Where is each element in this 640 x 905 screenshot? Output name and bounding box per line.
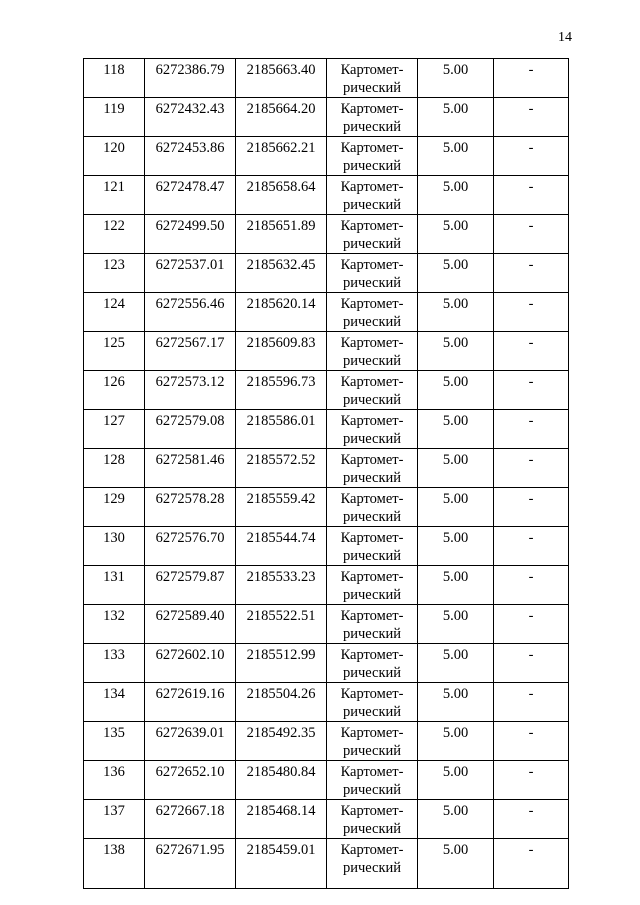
table-row bbox=[84, 449, 569, 488]
note-cell-text: - bbox=[528, 842, 534, 858]
method-text-line2: рический bbox=[342, 118, 402, 135]
note-cell bbox=[494, 98, 569, 137]
note-cell bbox=[494, 410, 569, 449]
x-coordinate-cell bbox=[145, 800, 236, 839]
method-text-line1: Картомет- bbox=[340, 218, 404, 234]
table-row bbox=[84, 332, 569, 371]
y-coordinate-cell bbox=[236, 410, 327, 449]
accuracy-cell bbox=[418, 59, 494, 98]
accuracy-cell-text: 5.00 bbox=[442, 374, 469, 390]
method-cell bbox=[327, 449, 418, 488]
x-coordinate-cell-text: 6272579.87 bbox=[155, 569, 225, 585]
point-number-cell bbox=[84, 371, 145, 410]
accuracy-cell bbox=[418, 605, 494, 644]
point-number-cell-text: 130 bbox=[103, 530, 125, 546]
table-row bbox=[84, 293, 569, 332]
point-number-cell bbox=[84, 722, 145, 761]
y-coordinate-cell bbox=[236, 371, 327, 410]
y-coordinate-cell-text: 2185662.21 bbox=[246, 140, 316, 156]
note-cell bbox=[494, 488, 569, 527]
accuracy-cell-text: 5.00 bbox=[442, 296, 469, 312]
x-coordinate-cell bbox=[145, 644, 236, 683]
coordinates-table bbox=[83, 58, 569, 889]
point-number-cell-text: 133 bbox=[103, 647, 125, 663]
accuracy-cell-text: 5.00 bbox=[442, 725, 469, 741]
x-coordinate-cell bbox=[145, 566, 236, 605]
x-coordinate-cell-text: 6272671.95 bbox=[155, 842, 225, 858]
accuracy-cell bbox=[418, 371, 494, 410]
method-cell bbox=[327, 215, 418, 254]
y-coordinate-cell bbox=[236, 98, 327, 137]
x-coordinate-cell bbox=[145, 761, 236, 800]
accuracy-cell-text: 5.00 bbox=[442, 842, 469, 858]
method-text-line2: рический bbox=[342, 196, 402, 213]
y-coordinate-cell-text: 2185663.40 bbox=[246, 62, 316, 78]
x-coordinate-cell-text: 6272619.16 bbox=[155, 686, 225, 702]
method-text-line2: рический bbox=[342, 157, 402, 174]
x-coordinate-cell bbox=[145, 605, 236, 644]
x-coordinate-cell bbox=[145, 137, 236, 176]
method-text-line1: Картомет- bbox=[340, 530, 404, 546]
point-number-cell-text: 134 bbox=[103, 686, 125, 702]
y-coordinate-cell bbox=[236, 488, 327, 527]
table-row bbox=[84, 410, 569, 449]
y-coordinate-cell-text: 2185609.83 bbox=[246, 335, 316, 351]
note-cell-text: - bbox=[528, 803, 534, 819]
point-number-cell bbox=[84, 644, 145, 683]
table-row bbox=[84, 683, 569, 722]
accuracy-cell-text: 5.00 bbox=[442, 686, 469, 702]
x-coordinate-cell bbox=[145, 293, 236, 332]
x-coordinate-cell-text: 6272602.10 bbox=[155, 647, 225, 663]
table-row bbox=[84, 98, 569, 137]
method-text-line2: рический bbox=[342, 391, 402, 408]
note-cell bbox=[494, 332, 569, 371]
method-text-line2: рический bbox=[342, 781, 402, 798]
accuracy-cell bbox=[418, 683, 494, 722]
y-coordinate-cell-text: 2185651.89 bbox=[246, 218, 316, 234]
y-coordinate-cell bbox=[236, 176, 327, 215]
point-number-cell bbox=[84, 449, 145, 488]
accuracy-cell bbox=[418, 332, 494, 371]
method-text-line2: рический bbox=[342, 625, 402, 642]
point-number-cell bbox=[84, 254, 145, 293]
note-cell bbox=[494, 215, 569, 254]
method-text-line1: Картомет- bbox=[340, 140, 404, 156]
point-number-cell-text: 118 bbox=[103, 62, 125, 78]
x-coordinate-cell bbox=[145, 254, 236, 293]
y-coordinate-cell bbox=[236, 449, 327, 488]
accuracy-cell-text: 5.00 bbox=[442, 647, 469, 663]
accuracy-cell-text: 5.00 bbox=[442, 608, 469, 624]
method-text-line1: Картомет- bbox=[340, 764, 404, 780]
y-coordinate-cell bbox=[236, 761, 327, 800]
method-text-line2: рический bbox=[342, 820, 402, 837]
y-coordinate-cell-text: 2185572.52 bbox=[246, 452, 316, 468]
note-cell-text: - bbox=[528, 374, 534, 390]
method-text-line2: рический bbox=[342, 235, 402, 252]
x-coordinate-cell bbox=[145, 449, 236, 488]
point-number-cell-text: 125 bbox=[103, 335, 125, 351]
note-cell-text: - bbox=[528, 569, 534, 585]
method-text-line1: Картомет- bbox=[340, 374, 404, 390]
accuracy-cell-text: 5.00 bbox=[442, 101, 469, 117]
table-row bbox=[84, 137, 569, 176]
y-coordinate-cell-text: 2185492.35 bbox=[246, 725, 316, 741]
note-cell bbox=[494, 839, 569, 889]
method-text-line1: Картомет- bbox=[340, 296, 404, 312]
method-text-line1: Картомет- bbox=[340, 569, 404, 585]
note-cell-text: - bbox=[528, 62, 534, 78]
point-number-cell bbox=[84, 293, 145, 332]
y-coordinate-cell bbox=[236, 332, 327, 371]
note-cell bbox=[494, 800, 569, 839]
accuracy-cell bbox=[418, 215, 494, 254]
method-text-line2: рический bbox=[342, 703, 402, 720]
method-text-line1: Картомет- bbox=[340, 725, 404, 741]
table-row bbox=[84, 566, 569, 605]
accuracy-cell bbox=[418, 644, 494, 683]
method-cell bbox=[327, 254, 418, 293]
note-cell-text: - bbox=[528, 413, 534, 429]
method-text-line1: Картомет- bbox=[340, 686, 404, 702]
x-coordinate-cell-text: 6272579.08 bbox=[155, 413, 225, 429]
point-number-cell bbox=[84, 527, 145, 566]
accuracy-cell-text: 5.00 bbox=[442, 413, 469, 429]
point-number-cell-text: 138 bbox=[103, 842, 125, 858]
accuracy-cell-text: 5.00 bbox=[442, 491, 469, 507]
point-number-cell-text: 137 bbox=[103, 803, 125, 819]
note-cell bbox=[494, 566, 569, 605]
method-cell bbox=[327, 488, 418, 527]
accuracy-cell-text: 5.00 bbox=[442, 764, 469, 780]
method-text-line2: рический bbox=[342, 664, 402, 681]
y-coordinate-cell-text: 2185559.42 bbox=[246, 491, 316, 507]
accuracy-cell-text: 5.00 bbox=[442, 803, 469, 819]
accuracy-cell bbox=[418, 98, 494, 137]
point-number-cell bbox=[84, 98, 145, 137]
method-text-line2: рический bbox=[342, 547, 402, 564]
point-number-cell bbox=[84, 332, 145, 371]
y-coordinate-cell bbox=[236, 527, 327, 566]
note-cell-text: - bbox=[528, 218, 534, 234]
method-text-line2: рический bbox=[342, 586, 402, 603]
accuracy-cell-text: 5.00 bbox=[442, 179, 469, 195]
point-number-cell-text: 124 bbox=[103, 296, 125, 312]
method-text-line1: Картомет- bbox=[340, 842, 404, 858]
x-coordinate-cell-text: 6272556.46 bbox=[155, 296, 225, 312]
method-text-line2: рический bbox=[342, 469, 402, 486]
method-cell bbox=[327, 605, 418, 644]
point-number-cell-text: 129 bbox=[103, 491, 125, 507]
note-cell bbox=[494, 761, 569, 800]
table-row bbox=[84, 605, 569, 644]
table-row bbox=[84, 254, 569, 293]
note-cell-text: - bbox=[528, 725, 534, 741]
accuracy-cell-text: 5.00 bbox=[442, 257, 469, 273]
point-number-cell bbox=[84, 410, 145, 449]
method-cell bbox=[327, 332, 418, 371]
method-text-line1: Картомет- bbox=[340, 452, 404, 468]
x-coordinate-cell bbox=[145, 332, 236, 371]
y-coordinate-cell-text: 2185544.74 bbox=[246, 530, 316, 546]
accuracy-cell-text: 5.00 bbox=[442, 62, 469, 78]
x-coordinate-cell bbox=[145, 410, 236, 449]
method-text-line1: Картомет- bbox=[340, 335, 404, 351]
y-coordinate-cell-text: 2185596.73 bbox=[246, 374, 316, 390]
note-cell-text: - bbox=[528, 491, 534, 507]
note-cell bbox=[494, 722, 569, 761]
y-coordinate-cell-text: 2185586.01 bbox=[246, 413, 316, 429]
point-number-cell-text: 121 bbox=[103, 179, 125, 195]
table-row bbox=[84, 488, 569, 527]
accuracy-cell bbox=[418, 449, 494, 488]
x-coordinate-cell bbox=[145, 176, 236, 215]
method-text-line1: Картомет- bbox=[340, 803, 404, 819]
x-coordinate-cell-text: 6272478.47 bbox=[155, 179, 225, 195]
note-cell-text: - bbox=[528, 335, 534, 351]
accuracy-cell-text: 5.00 bbox=[442, 140, 469, 156]
method-cell bbox=[327, 371, 418, 410]
table-row bbox=[84, 371, 569, 410]
method-cell bbox=[327, 644, 418, 683]
method-cell bbox=[327, 410, 418, 449]
accuracy-cell bbox=[418, 293, 494, 332]
method-text-line2: рический bbox=[342, 79, 402, 96]
method-text-line2: рический bbox=[342, 430, 402, 447]
x-coordinate-cell-text: 6272573.12 bbox=[155, 374, 225, 390]
accuracy-cell bbox=[418, 761, 494, 800]
accuracy-cell bbox=[418, 410, 494, 449]
page-number: 14 bbox=[558, 30, 572, 45]
method-text-line1: Картомет- bbox=[340, 413, 404, 429]
table-row bbox=[84, 839, 569, 889]
method-text-line1: Картомет- bbox=[340, 257, 404, 273]
note-cell-text: - bbox=[528, 101, 534, 117]
note-cell-text: - bbox=[528, 296, 534, 312]
note-cell-text: - bbox=[528, 764, 534, 780]
method-cell bbox=[327, 176, 418, 215]
method-text-line1: Картомет- bbox=[340, 491, 404, 507]
x-coordinate-cell bbox=[145, 722, 236, 761]
note-cell-text: - bbox=[528, 608, 534, 624]
point-number-cell bbox=[84, 215, 145, 254]
point-number-cell-text: 123 bbox=[103, 257, 125, 273]
point-number-cell-text: 120 bbox=[103, 140, 125, 156]
x-coordinate-cell-text: 6272386.79 bbox=[155, 62, 225, 78]
accuracy-cell bbox=[418, 722, 494, 761]
method-text-line2: рический bbox=[342, 508, 402, 525]
note-cell bbox=[494, 176, 569, 215]
table-row bbox=[84, 761, 569, 800]
accuracy-cell-text: 5.00 bbox=[442, 218, 469, 234]
note-cell bbox=[494, 59, 569, 98]
accuracy-cell bbox=[418, 137, 494, 176]
x-coordinate-cell-text: 6272537.01 bbox=[155, 257, 225, 273]
point-number-cell-text: 135 bbox=[103, 725, 125, 741]
note-cell bbox=[494, 527, 569, 566]
y-coordinate-cell-text: 2185504.26 bbox=[246, 686, 316, 702]
y-coordinate-cell bbox=[236, 137, 327, 176]
point-number-cell-text: 136 bbox=[103, 764, 125, 780]
method-text-line1: Картомет- bbox=[340, 101, 404, 117]
method-cell bbox=[327, 137, 418, 176]
accuracy-cell-text: 5.00 bbox=[442, 530, 469, 546]
method-cell bbox=[327, 59, 418, 98]
y-coordinate-cell-text: 2185620.14 bbox=[246, 296, 316, 312]
accuracy-cell bbox=[418, 254, 494, 293]
method-cell bbox=[327, 800, 418, 839]
x-coordinate-cell bbox=[145, 215, 236, 254]
point-number-cell bbox=[84, 761, 145, 800]
point-number-cell-text: 126 bbox=[103, 374, 125, 390]
y-coordinate-cell-text: 2185480.84 bbox=[246, 764, 316, 780]
table-row bbox=[84, 215, 569, 254]
accuracy-cell-text: 5.00 bbox=[442, 452, 469, 468]
y-coordinate-cell bbox=[236, 839, 327, 889]
method-cell bbox=[327, 566, 418, 605]
accuracy-cell-text: 5.00 bbox=[442, 335, 469, 351]
method-cell bbox=[327, 527, 418, 566]
note-cell-text: - bbox=[528, 140, 534, 156]
x-coordinate-cell-text: 6272576.70 bbox=[155, 530, 225, 546]
table-row bbox=[84, 644, 569, 683]
y-coordinate-cell bbox=[236, 59, 327, 98]
y-coordinate-cell bbox=[236, 605, 327, 644]
y-coordinate-cell bbox=[236, 293, 327, 332]
y-coordinate-cell bbox=[236, 683, 327, 722]
x-coordinate-cell-text: 6272453.86 bbox=[155, 140, 225, 156]
y-coordinate-cell bbox=[236, 800, 327, 839]
note-cell-text: - bbox=[528, 686, 534, 702]
accuracy-cell bbox=[418, 800, 494, 839]
method-cell bbox=[327, 293, 418, 332]
note-cell-text: - bbox=[528, 647, 534, 663]
x-coordinate-cell-text: 6272581.46 bbox=[155, 452, 225, 468]
accuracy-cell bbox=[418, 839, 494, 889]
note-cell bbox=[494, 449, 569, 488]
x-coordinate-cell bbox=[145, 839, 236, 889]
x-coordinate-cell bbox=[145, 488, 236, 527]
table-row bbox=[84, 800, 569, 839]
y-coordinate-cell bbox=[236, 215, 327, 254]
point-number-cell bbox=[84, 59, 145, 98]
point-number-cell-text: 132 bbox=[103, 608, 125, 624]
point-number-cell bbox=[84, 137, 145, 176]
note-cell bbox=[494, 137, 569, 176]
point-number-cell bbox=[84, 488, 145, 527]
x-coordinate-cell-text: 6272667.18 bbox=[155, 803, 225, 819]
method-text-line1: Картомет- bbox=[340, 647, 404, 663]
method-text-line2: рический bbox=[342, 742, 402, 759]
table-row bbox=[84, 176, 569, 215]
point-number-cell bbox=[84, 683, 145, 722]
method-text-line2: рический bbox=[342, 313, 402, 330]
method-cell bbox=[327, 761, 418, 800]
table-row bbox=[84, 527, 569, 566]
point-number-cell bbox=[84, 839, 145, 889]
x-coordinate-cell-text: 6272589.40 bbox=[155, 608, 225, 624]
accuracy-cell bbox=[418, 176, 494, 215]
x-coordinate-cell bbox=[145, 527, 236, 566]
note-cell bbox=[494, 605, 569, 644]
x-coordinate-cell-text: 6272432.43 bbox=[155, 101, 225, 117]
y-coordinate-cell-text: 2185533.23 bbox=[246, 569, 316, 585]
note-cell bbox=[494, 371, 569, 410]
method-text-line2: рический bbox=[342, 859, 402, 876]
y-coordinate-cell-text: 2185468.14 bbox=[246, 803, 316, 819]
method-cell bbox=[327, 98, 418, 137]
point-number-cell bbox=[84, 605, 145, 644]
method-cell bbox=[327, 722, 418, 761]
point-number-cell bbox=[84, 566, 145, 605]
note-cell bbox=[494, 644, 569, 683]
y-coordinate-cell-text: 2185664.20 bbox=[246, 101, 316, 117]
y-coordinate-cell-text: 2185632.45 bbox=[246, 257, 316, 273]
note-cell-text: - bbox=[528, 452, 534, 468]
point-number-cell-text: 128 bbox=[103, 452, 125, 468]
point-number-cell bbox=[84, 800, 145, 839]
note-cell-text: - bbox=[528, 179, 534, 195]
y-coordinate-cell bbox=[236, 722, 327, 761]
table-row bbox=[84, 722, 569, 761]
y-coordinate-cell-text: 2185658.64 bbox=[246, 179, 316, 195]
point-number-cell-text: 131 bbox=[103, 569, 125, 585]
point-number-cell-text: 127 bbox=[103, 413, 125, 429]
method-text-line1: Картомет- bbox=[340, 608, 404, 624]
y-coordinate-cell-text: 2185512.99 bbox=[246, 647, 316, 663]
x-coordinate-cell-text: 6272652.10 bbox=[155, 764, 225, 780]
table-row bbox=[84, 59, 569, 98]
accuracy-cell bbox=[418, 527, 494, 566]
x-coordinate-cell-text: 6272567.17 bbox=[155, 335, 225, 351]
x-coordinate-cell bbox=[145, 371, 236, 410]
method-cell bbox=[327, 683, 418, 722]
method-text-line1: Картомет- bbox=[340, 62, 404, 78]
accuracy-cell-text: 5.00 bbox=[442, 569, 469, 585]
method-text-line2: рический bbox=[342, 274, 402, 291]
accuracy-cell bbox=[418, 488, 494, 527]
y-coordinate-cell bbox=[236, 254, 327, 293]
y-coordinate-cell-text: 2185459.01 bbox=[246, 842, 316, 858]
note-cell bbox=[494, 293, 569, 332]
y-coordinate-cell bbox=[236, 644, 327, 683]
y-coordinate-cell bbox=[236, 566, 327, 605]
x-coordinate-cell bbox=[145, 59, 236, 98]
y-coordinate-cell-text: 2185522.51 bbox=[246, 608, 316, 624]
x-coordinate-cell bbox=[145, 683, 236, 722]
x-coordinate-cell-text: 6272639.01 bbox=[155, 725, 225, 741]
method-text-line2: рический bbox=[342, 352, 402, 369]
note-cell bbox=[494, 254, 569, 293]
point-number-cell bbox=[84, 176, 145, 215]
method-cell bbox=[327, 839, 418, 889]
method-text-line1: Картомет- bbox=[340, 179, 404, 195]
note-cell-text: - bbox=[528, 530, 534, 546]
x-coordinate-cell-text: 6272499.50 bbox=[155, 218, 225, 234]
point-number-cell-text: 119 bbox=[103, 101, 125, 117]
note-cell-text: - bbox=[528, 257, 534, 273]
table-body bbox=[84, 59, 569, 889]
x-coordinate-cell-text: 6272578.28 bbox=[155, 491, 225, 507]
accuracy-cell bbox=[418, 566, 494, 605]
note-cell bbox=[494, 683, 569, 722]
point-number-cell-text: 122 bbox=[103, 218, 125, 234]
x-coordinate-cell bbox=[145, 98, 236, 137]
